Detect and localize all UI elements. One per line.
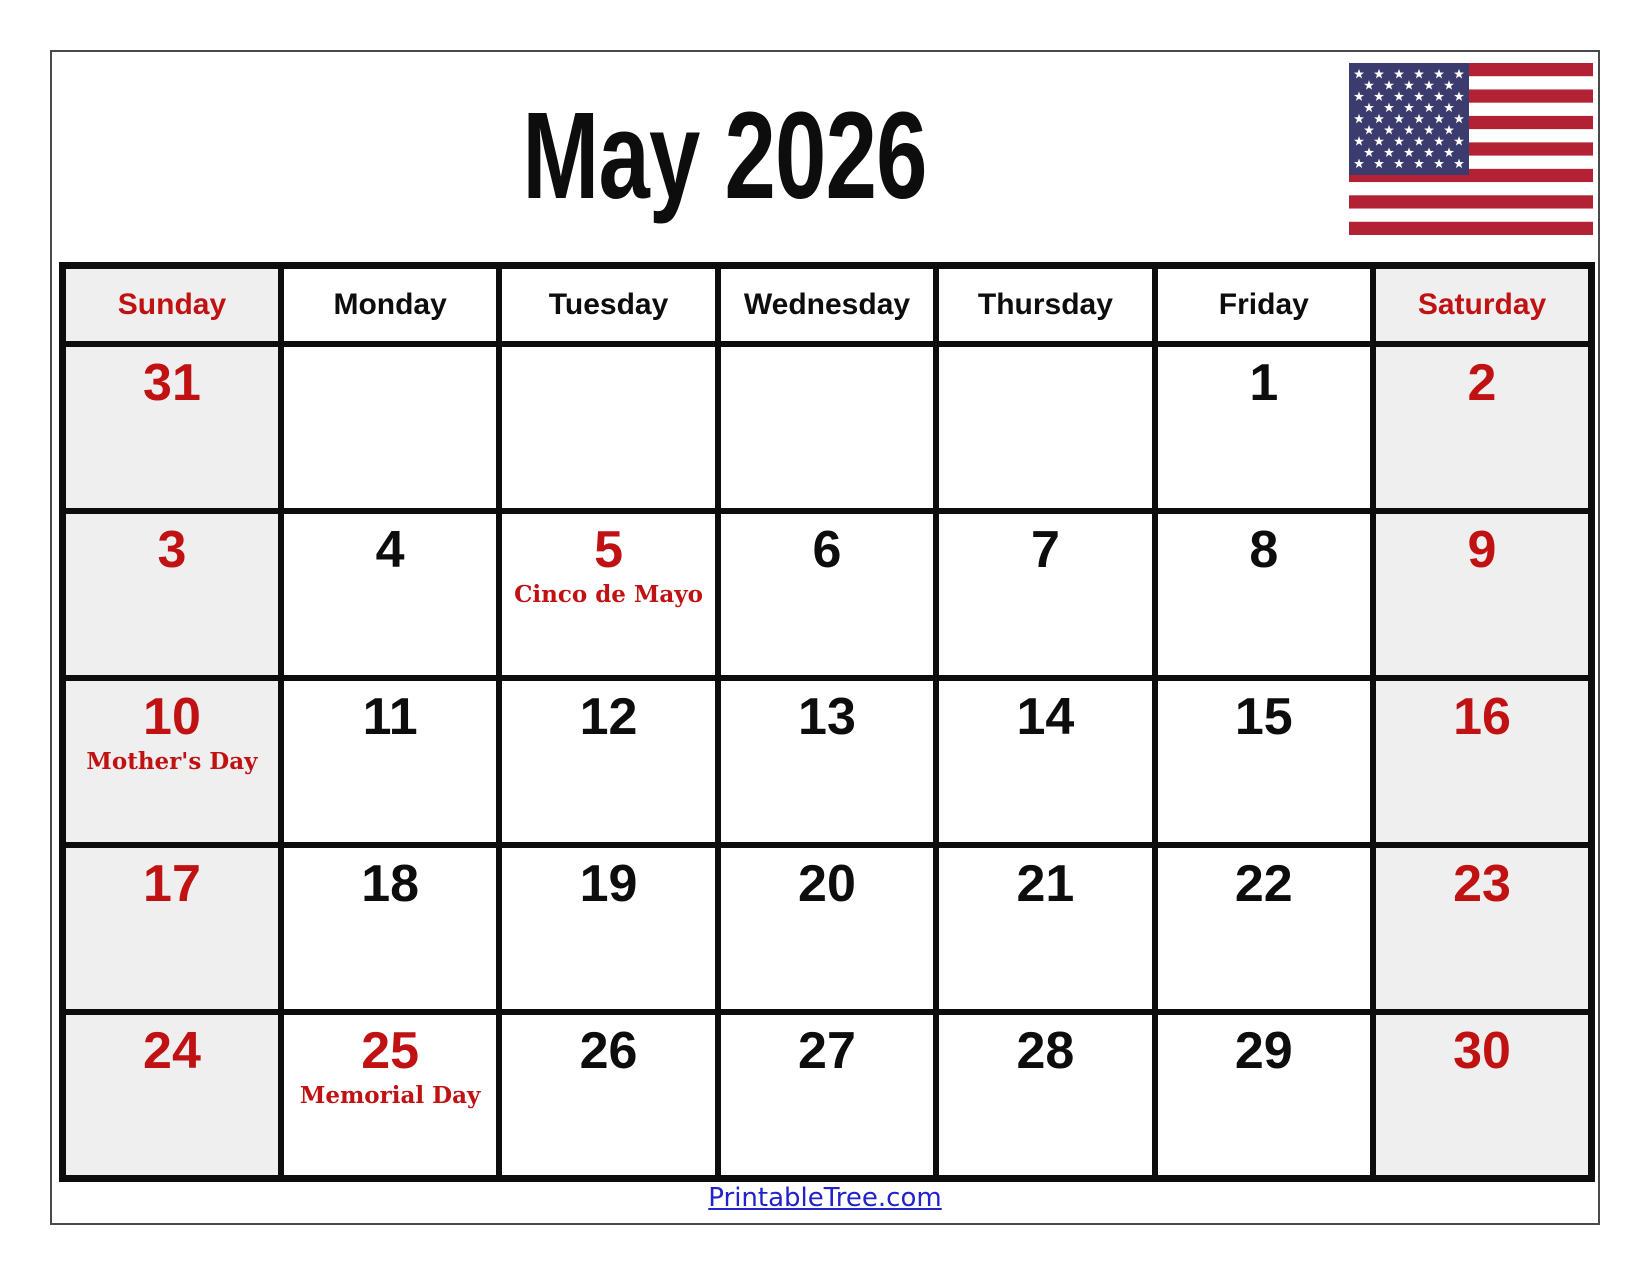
weekday-header-thursday: Thursday bbox=[936, 266, 1154, 344]
calendar-cell bbox=[718, 1012, 936, 1179]
date-number: 22 bbox=[1234, 854, 1293, 913]
calendar-cell bbox=[281, 678, 499, 845]
date-number: 14 bbox=[1016, 687, 1075, 746]
calendar-title-wrap bbox=[225, 88, 1225, 242]
calendar-cell bbox=[1155, 1012, 1373, 1179]
date-number: 3 bbox=[157, 520, 187, 579]
calendar-grid bbox=[59, 262, 1595, 1182]
calendar-cell bbox=[718, 845, 936, 1012]
calendar-cell bbox=[1373, 845, 1591, 1012]
calendar-cell bbox=[499, 511, 717, 678]
date-number: 4 bbox=[375, 520, 405, 579]
calendar-cell bbox=[499, 1012, 717, 1179]
week-row bbox=[63, 1012, 1592, 1179]
weekday-header-wednesday: Wednesday bbox=[718, 266, 936, 344]
date-number: 15 bbox=[1234, 687, 1293, 746]
date-number: 16 bbox=[1453, 687, 1511, 746]
footer bbox=[0, 1183, 1650, 1213]
calendar-header bbox=[63, 266, 1592, 344]
calendar-cell bbox=[936, 1012, 1154, 1179]
calendar-cell bbox=[499, 344, 717, 511]
date-number: 1 bbox=[1249, 353, 1279, 412]
calendar-cell bbox=[936, 845, 1154, 1012]
calendar-cell bbox=[1373, 511, 1591, 678]
date-number: 13 bbox=[798, 687, 856, 746]
date-number: 12 bbox=[579, 687, 638, 746]
calendar-cell bbox=[718, 511, 936, 678]
calendar-cell bbox=[1155, 344, 1373, 511]
date-number: 19 bbox=[579, 854, 638, 913]
week-row bbox=[63, 511, 1592, 678]
calendar-cell bbox=[499, 678, 717, 845]
date-number: 24 bbox=[143, 1021, 201, 1080]
date-number: 8 bbox=[1249, 520, 1279, 579]
calendar-cell bbox=[718, 344, 936, 511]
date-number: 29 bbox=[1234, 1021, 1293, 1080]
calendar-title: May 2026 bbox=[522, 88, 928, 225]
calendar-cell bbox=[718, 678, 936, 845]
calendar-body bbox=[63, 344, 1592, 1179]
calendar-cell bbox=[281, 1012, 499, 1179]
us-flag-icon bbox=[1349, 63, 1593, 235]
printabletree-link[interactable]: PrintableTree.com bbox=[708, 1183, 942, 1213]
calendar-cell bbox=[499, 845, 717, 1012]
calendar-cell bbox=[936, 511, 1154, 678]
calendar-cell bbox=[936, 344, 1154, 511]
calendar-cell bbox=[63, 511, 281, 678]
calendar-cell bbox=[1155, 845, 1373, 1012]
date-number: 20 bbox=[798, 854, 856, 913]
date-number: 18 bbox=[361, 854, 420, 913]
calendar-cell bbox=[936, 678, 1154, 845]
date-number: 21 bbox=[1016, 854, 1075, 913]
date-number: 23 bbox=[1453, 854, 1511, 913]
holiday-label: Cinco de Mayo bbox=[514, 580, 704, 608]
calendar-cell bbox=[1155, 678, 1373, 845]
date-number: 30 bbox=[1453, 1021, 1511, 1080]
date-number: 2 bbox=[1467, 353, 1497, 412]
date-number: 25 bbox=[361, 1021, 420, 1080]
week-row bbox=[63, 678, 1592, 845]
calendar-cell bbox=[1155, 511, 1373, 678]
weekday-header-monday: Monday bbox=[281, 266, 499, 344]
date-number: 7 bbox=[1030, 520, 1060, 579]
calendar-cell bbox=[1373, 678, 1591, 845]
date-number: 31 bbox=[143, 353, 201, 412]
date-number: 10 bbox=[143, 687, 201, 746]
holiday-label: Mother's Day bbox=[86, 747, 258, 775]
date-number: 28 bbox=[1016, 1021, 1075, 1080]
date-number: 11 bbox=[362, 687, 418, 746]
calendar-cell bbox=[1373, 1012, 1591, 1179]
date-number: 27 bbox=[798, 1021, 856, 1080]
date-number: 6 bbox=[812, 520, 842, 579]
weekday-header-row bbox=[63, 266, 1592, 344]
calendar-cell bbox=[63, 344, 281, 511]
weekday-header-saturday: Saturday bbox=[1373, 266, 1591, 344]
calendar-cell bbox=[281, 344, 499, 511]
weekday-header-friday: Friday bbox=[1155, 266, 1373, 344]
weekday-header-sunday: Sunday bbox=[63, 266, 281, 344]
calendar-cell bbox=[281, 511, 499, 678]
date-number: 5 bbox=[594, 520, 624, 579]
holiday-label: Memorial Day bbox=[299, 1081, 481, 1109]
calendar-cell bbox=[63, 845, 281, 1012]
week-row bbox=[63, 344, 1592, 511]
weekday-header-tuesday: Tuesday bbox=[499, 266, 717, 344]
calendar-cell bbox=[63, 1012, 281, 1179]
calendar-cell bbox=[281, 845, 499, 1012]
date-number: 26 bbox=[579, 1021, 638, 1080]
date-number: 9 bbox=[1467, 520, 1497, 579]
date-number: 17 bbox=[143, 854, 201, 913]
calendar-cell bbox=[63, 678, 281, 845]
week-row bbox=[63, 845, 1592, 1012]
calendar-cell bbox=[1373, 344, 1591, 511]
